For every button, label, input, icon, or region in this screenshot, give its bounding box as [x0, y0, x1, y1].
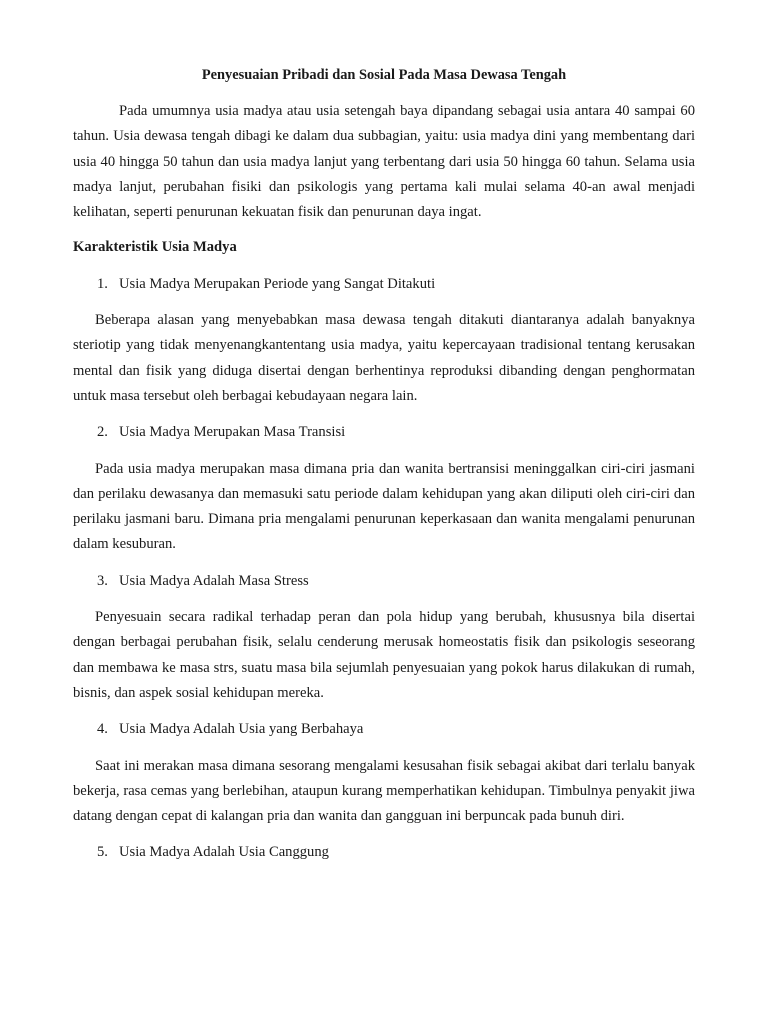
- section-heading: Karakteristik Usia Madya: [73, 239, 237, 256]
- list-item-label: Usia Madya Adalah Masa Stress: [119, 572, 309, 589]
- list-item-label: Usia Madya Adalah Usia Canggung: [119, 844, 329, 861]
- list-item: [73, 840, 695, 865]
- list-item-label: Usia Madya Merupakan Masa Transisi: [119, 424, 346, 441]
- list-item-number: 1.: [97, 275, 108, 292]
- document-page: [73, 66, 695, 877]
- item-paragraph: Beberapa alasan yang menyebabkan masa dewasa tengah ditakuti diantaranya adalah banyaknya steriotip yang tidak menyenangkantentang usia madya, yaitu kepercayaan tradisional tentang kerusakan mental dan fisik yang diduga disertai dengan berhentinya reproduksi dibanding dengan penghormatan untuk masa tersebut oleh berbagai kebudayaan negara lain.: [73, 312, 695, 404]
- list-item-number: 4.: [97, 721, 108, 738]
- list-item-number: 5.: [97, 844, 108, 861]
- intro-paragraph: Pada umumnya usia madya atau usia setengah baya dipandang sebagai usia antara 40 sampai 60 tahun. Usia dewasa tengah dibagi ke dalam dua subbagian, yaitu: usia madya dini yang membentang dari usia 40 hingga 50 tahun dan usia madya lanjut yang terbentang dari usia 50 hingga 60 tahun. Selama usia madya lanjut, perubahan fisiki dan psikologis yang pertama kali mulai selama 40-an awal menjadi kelihatan, seperti penurunan kekuatan fisik dan penurunan daya ingat.: [73, 103, 695, 221]
- list-item: [73, 272, 695, 297]
- document-title: Penyesuaian Pribadi dan Sosial Pada Masa Dewasa Tengah: [201, 67, 567, 83]
- list-item-label: Usia Madya Adalah Usia yang Berbahaya: [119, 721, 364, 738]
- list-item: [73, 569, 695, 594]
- list-item-number: 3.: [97, 572, 108, 589]
- item-paragraph: Saat ini merakan masa dimana sesorang mengalami kesusahan fisik sebagai akibat dari terlalu banyak bekerja, rasa cemas yang berlebihan, ataupun kurang memperhatikan kehidupan. Timbulnya penyakit jiwa datang dengan cepat di kalangan pria dan wanita dan gangguan ini berpuncak pada bunuh diri.: [73, 757, 695, 825]
- item-paragraph: Penyesuain secara radikal terhadap peran dan pola hidup yang berubah, khususnya bila disertai dengan berbagai perubahan fisik, selalu cenderung merusak homeostatis fisik dan psikologis seseorang dan membawa ke masa strs, suatu masa bila sejumlah penyesuaian yang pokok harus dilakukan di rumah, bisnis, dan aspek sosial kehidupan mereka.: [73, 609, 695, 701]
- list-item: [73, 717, 695, 742]
- list-item-label: Usia Madya Merupakan Periode yang Sangat Ditakuti: [119, 275, 436, 292]
- list-item-number: 2.: [97, 424, 108, 441]
- list-item: [73, 420, 695, 445]
- item-paragraph: Pada usia madya merupakan masa dimana pria dan wanita bertransisi meninggalkan ciri-ciri jasmani dan perilaku dewasanya dan memasuki satu periode dalam kehidupan yang akan diliputi oleh ciri-ciri dan perilaku jasmani baru. Dimana pria mengalami penurunan keperkasaan dan wanita mengalami penurunan dalam kesuburan.: [73, 460, 695, 553]
